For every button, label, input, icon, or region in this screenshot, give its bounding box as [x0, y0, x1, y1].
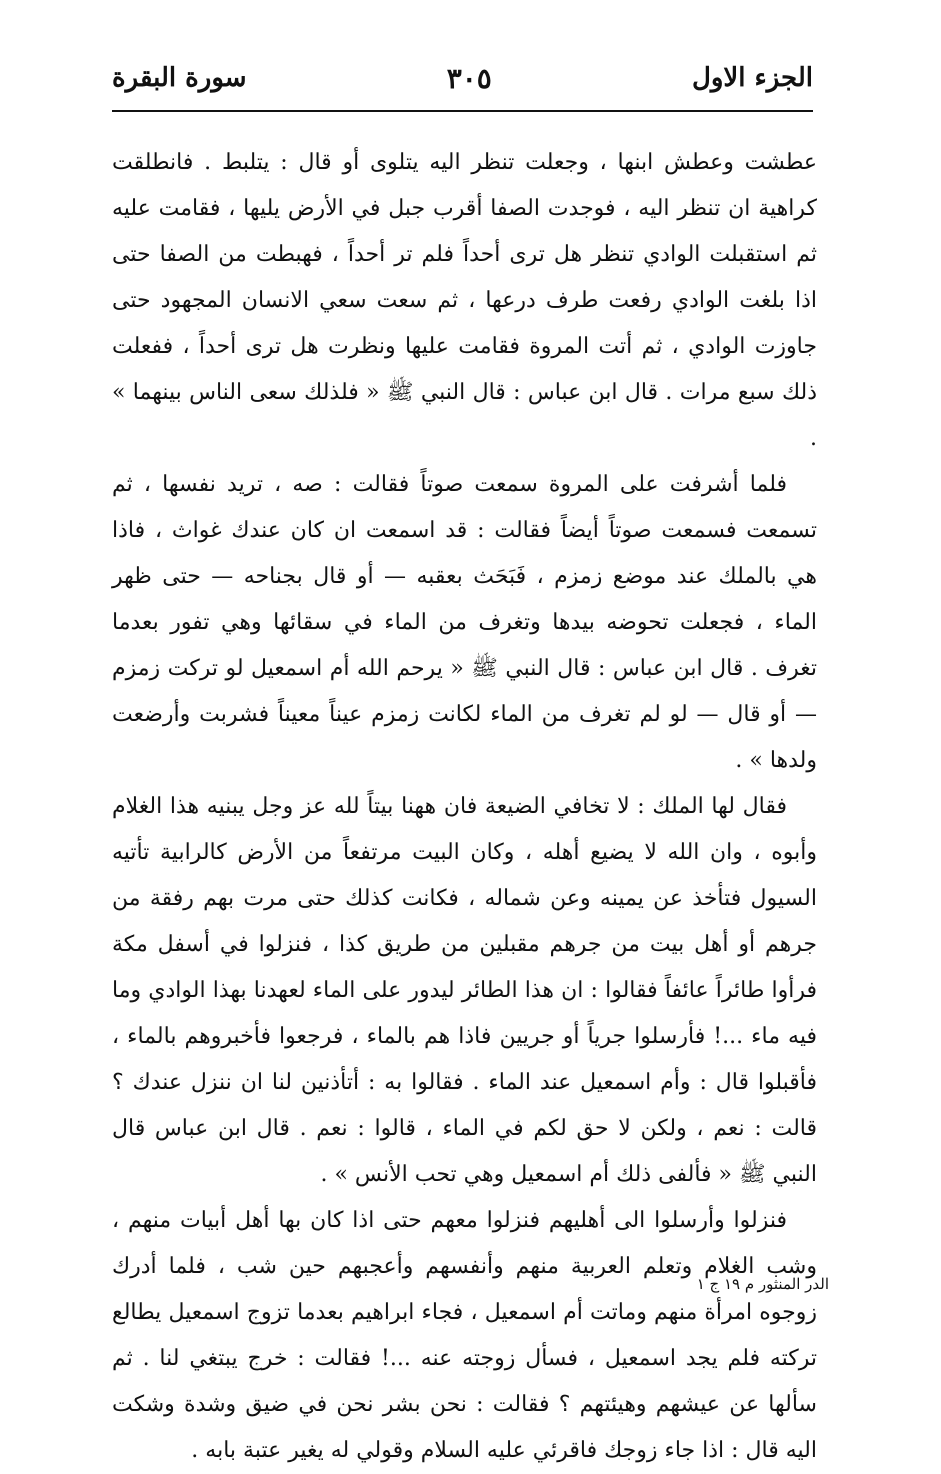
paragraph: فلما أشرفت على المروة سمعت صوتاً فقالت : صه ، تريد نفسها ، ثم تسمعت فسمعت صوتاً أيضاً فقالت : قد اسمعت ان كان عندك غواث ، فاذا هي بالملك عند موضع زمزم ، فَبَحَث بعقبه — أو قال بجناحه — حتى ظهر الماء ، فجعلت تحوضه بيدها وتغرف من الماء في سقائها وهي تفور بعدما تغرف . قال ابن عباس : قال النبي ﷺ « يرحم الله أم اسمعيل لو تركت زمزم — أو قال — لو لم تغرف من الماء لكانت زمزم عيناً معيناً فشربت وأرضعت ولدها » .	[112, 472, 818, 773]
part-title: الجزء الاول	[691, 63, 813, 93]
footer-signature: الدر المنثور م ١٩ ج ١	[696, 1275, 829, 1293]
body-text	[112, 140, 817, 1474]
surah-title: سورة البقرة	[112, 63, 247, 93]
header-divider	[112, 110, 813, 112]
paragraph: فقال لها الملك : لا تخافي الضيعة فان ههنا بيتاً لله عز وجل يبنيه هذا الغلام وأبوه ، وان الله لا يضيع أهله ، وكان البيت مرتفعاً من الأرض كالرابية تأتيه السيول فتأخذ عن يمينه وعن شماله ، فكانت كذلك حتى مرت بهم رفقة من جرهم أو أهل بيت من جرهم مقبلين من طريق كذا ، فنزلوا في أسفل مكة فرأوا طائراً عائفاً فقالوا : ان هذا الطائر ليدور على الماء لعهدنا بهذا الوادي وما فيه ماء ...! فأرسلوا جرياً أو جريين فاذا هم بالماء ، فرجعوا فأخبروهم بالماء ، فأقبلوا قال : وأم اسمعيل عند الماء . فقالوا به : أتأذنين لنا ان ننزل عندك ؟ قالت : نعم ، ولكن لا حق لكم في الماء ، قالوا : نعم . قال ابن عباس قال النبي ﷺ « فألفى ذلك أم اسمعيل وهي تحب الأنس » .	[112, 794, 818, 1187]
running-header	[112, 58, 813, 98]
paragraph: عطشت وعطش ابنها ، وجعلت تنظر اليه يتلوى أو قال : يتلبط . فانطلقت كراهية ان تنظر اليه ، فوجدت الصفا أقرب جبل في الأرض يليها ، فقامت عليه ثم استقبلت الوادي تنظر هل ترى أحداً فلم تر أحداً ، فهبطت من الصفا حتى اذا بلغت الوادي رفعت طرف درعها ، ثم سعت سعي الانسان المجهود حتى جاوزت الوادي ، ثم أتت المروة فقامت عليها ونظرت هل ترى أحداً ، ففعلت ذلك سبع مرات . قال ابن عباس : قال النبي ﷺ « فلذلك سعى الناس بينهما » .	[112, 150, 817, 451]
page-number: ٣٠٥	[446, 61, 492, 95]
paragraph: فنزلوا وأرسلوا الى أهليهم فنزلوا معهم حتى اذا كان بها أهل أبيات منهم ، وشب الغلام وتعلم العربية منهم وأنفسهم وأعجبهم حين شب ، فلما أدرك زوجوه امرأة منهم وماتت أم اسمعيل ، فجاء ابراهيم بعدما تزوج اسمعيل يطالع تركته فلم يجد اسمعيل ، فسأل زوجته عنه ...! فقالت : خرج يبتغي لنا . ثم سألها عن عيشهم وهيئتهم ؟ فقالت : نحن بشر نحن في ضيق وشدة وشكت اليه قال : اذا جاء زوجك فاقرئي عليه السلام وقولي له يغير عتبة بابه .	[112, 1208, 817, 1463]
